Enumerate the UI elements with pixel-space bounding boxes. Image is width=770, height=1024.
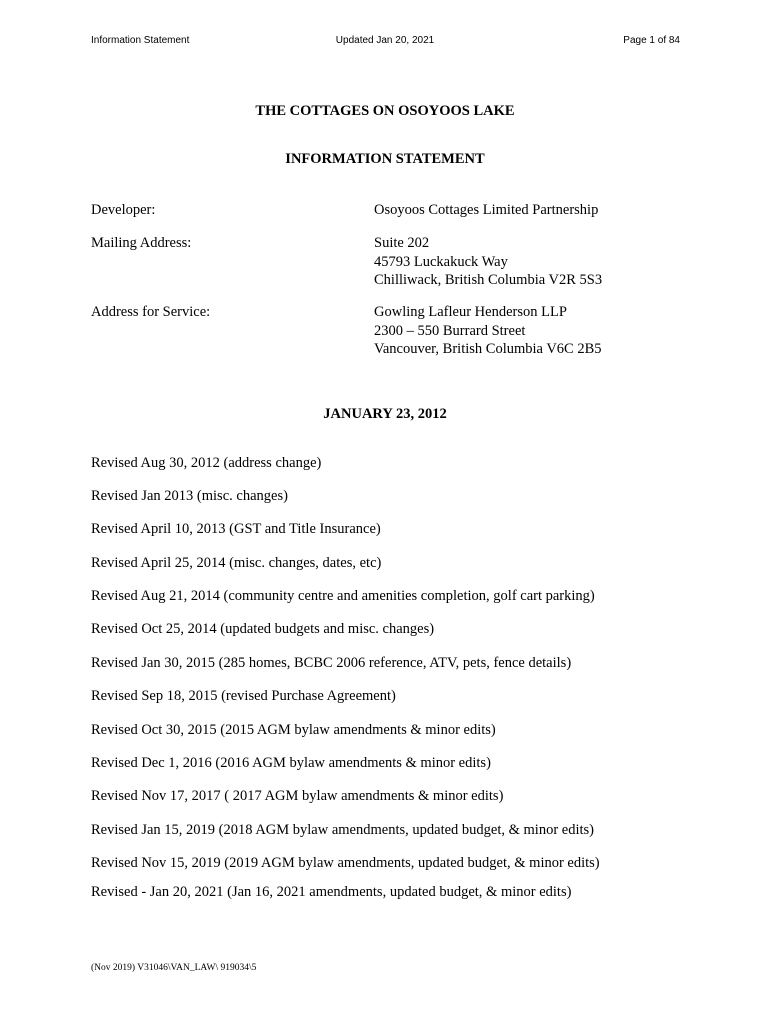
revision-item: Revised Jan 30, 2015 (285 homes, BCBC 2006 reference, ATV, pets, fence details): [91, 655, 572, 671]
developer-value: [374, 201, 598, 220]
footer-doc-reference: (Nov 2019) V31046\VAN_LAW\ 919034\5: [91, 963, 257, 973]
revision-item: Revised Jan 15, 2019 (2018 AGM bylaw amendments, updated budget, & minor edits): [91, 822, 594, 838]
document-title: THE COTTAGES ON OSOYOOS LAKE: [255, 103, 515, 119]
revision-item: Revised Nov 15, 2019 (2019 AGM bylaw amendments, updated budget, & minor edits): [91, 855, 600, 871]
developer-line: Osoyoos Cottages Limited Partnership: [374, 202, 599, 218]
document-date: JANUARY 23, 2012: [323, 406, 447, 422]
service-address-value: [374, 303, 602, 359]
mailing-address-line: Suite 202: [374, 235, 430, 251]
header-updated-date: Updated Jan 20, 2021: [335, 35, 435, 46]
mailing-address-line: 45793 Luckakuck Way: [374, 253, 508, 270]
revision-item: Revised Aug 30, 2012 (address change): [91, 455, 322, 471]
mailing-address-value: [374, 234, 602, 290]
revision-item: Revised Jan 2013 (misc. changes): [91, 488, 288, 504]
revision-item: Revised Oct 25, 2014 (updated budgets and misc. changes): [91, 621, 435, 637]
service-address-label: Address for Service:: [91, 304, 211, 320]
developer-label: Developer:: [91, 202, 156, 218]
service-address-line: 2300 – 550 Burrard Street: [374, 322, 526, 339]
service-address-line: Gowling Lafleur Henderson LLP: [374, 304, 567, 320]
revision-item: Revised Dec 1, 2016 (2016 AGM bylaw amendments & minor edits): [91, 755, 491, 771]
revision-item: Revised April 25, 2014 (misc. changes, dates, etc): [91, 555, 382, 571]
service-address-line: Vancouver, British Columbia V6C 2B5: [374, 341, 602, 357]
header-page-number: Page 1 of 84: [623, 35, 680, 46]
revision-item: Revised April 10, 2013 (GST and Title Insurance): [91, 521, 381, 537]
revision-item: Revised - Jan 20, 2021 (Jan 16, 2021 amendments, updated budget, & minor edits): [91, 884, 572, 900]
revision-item: Revised Aug 21, 2014 (community centre and amenities completion, golf cart parking): [91, 588, 595, 604]
revision-item: Revised Sep 18, 2015 (revised Purchase Agreement): [91, 688, 396, 704]
mailing-address-label: Mailing Address:: [91, 235, 192, 251]
header-doc-name: Information Statement: [91, 35, 190, 46]
mailing-address-line: Chilliwack, British Columbia V2R 5S3: [374, 272, 603, 288]
document-subtitle: INFORMATION STATEMENT: [285, 151, 485, 167]
revision-item: Revised Nov 17, 2017 ( 2017 AGM bylaw amendments & minor edits): [91, 788, 504, 804]
revision-item: Revised Oct 30, 2015 (2015 AGM bylaw amendments & minor edits): [91, 722, 496, 738]
